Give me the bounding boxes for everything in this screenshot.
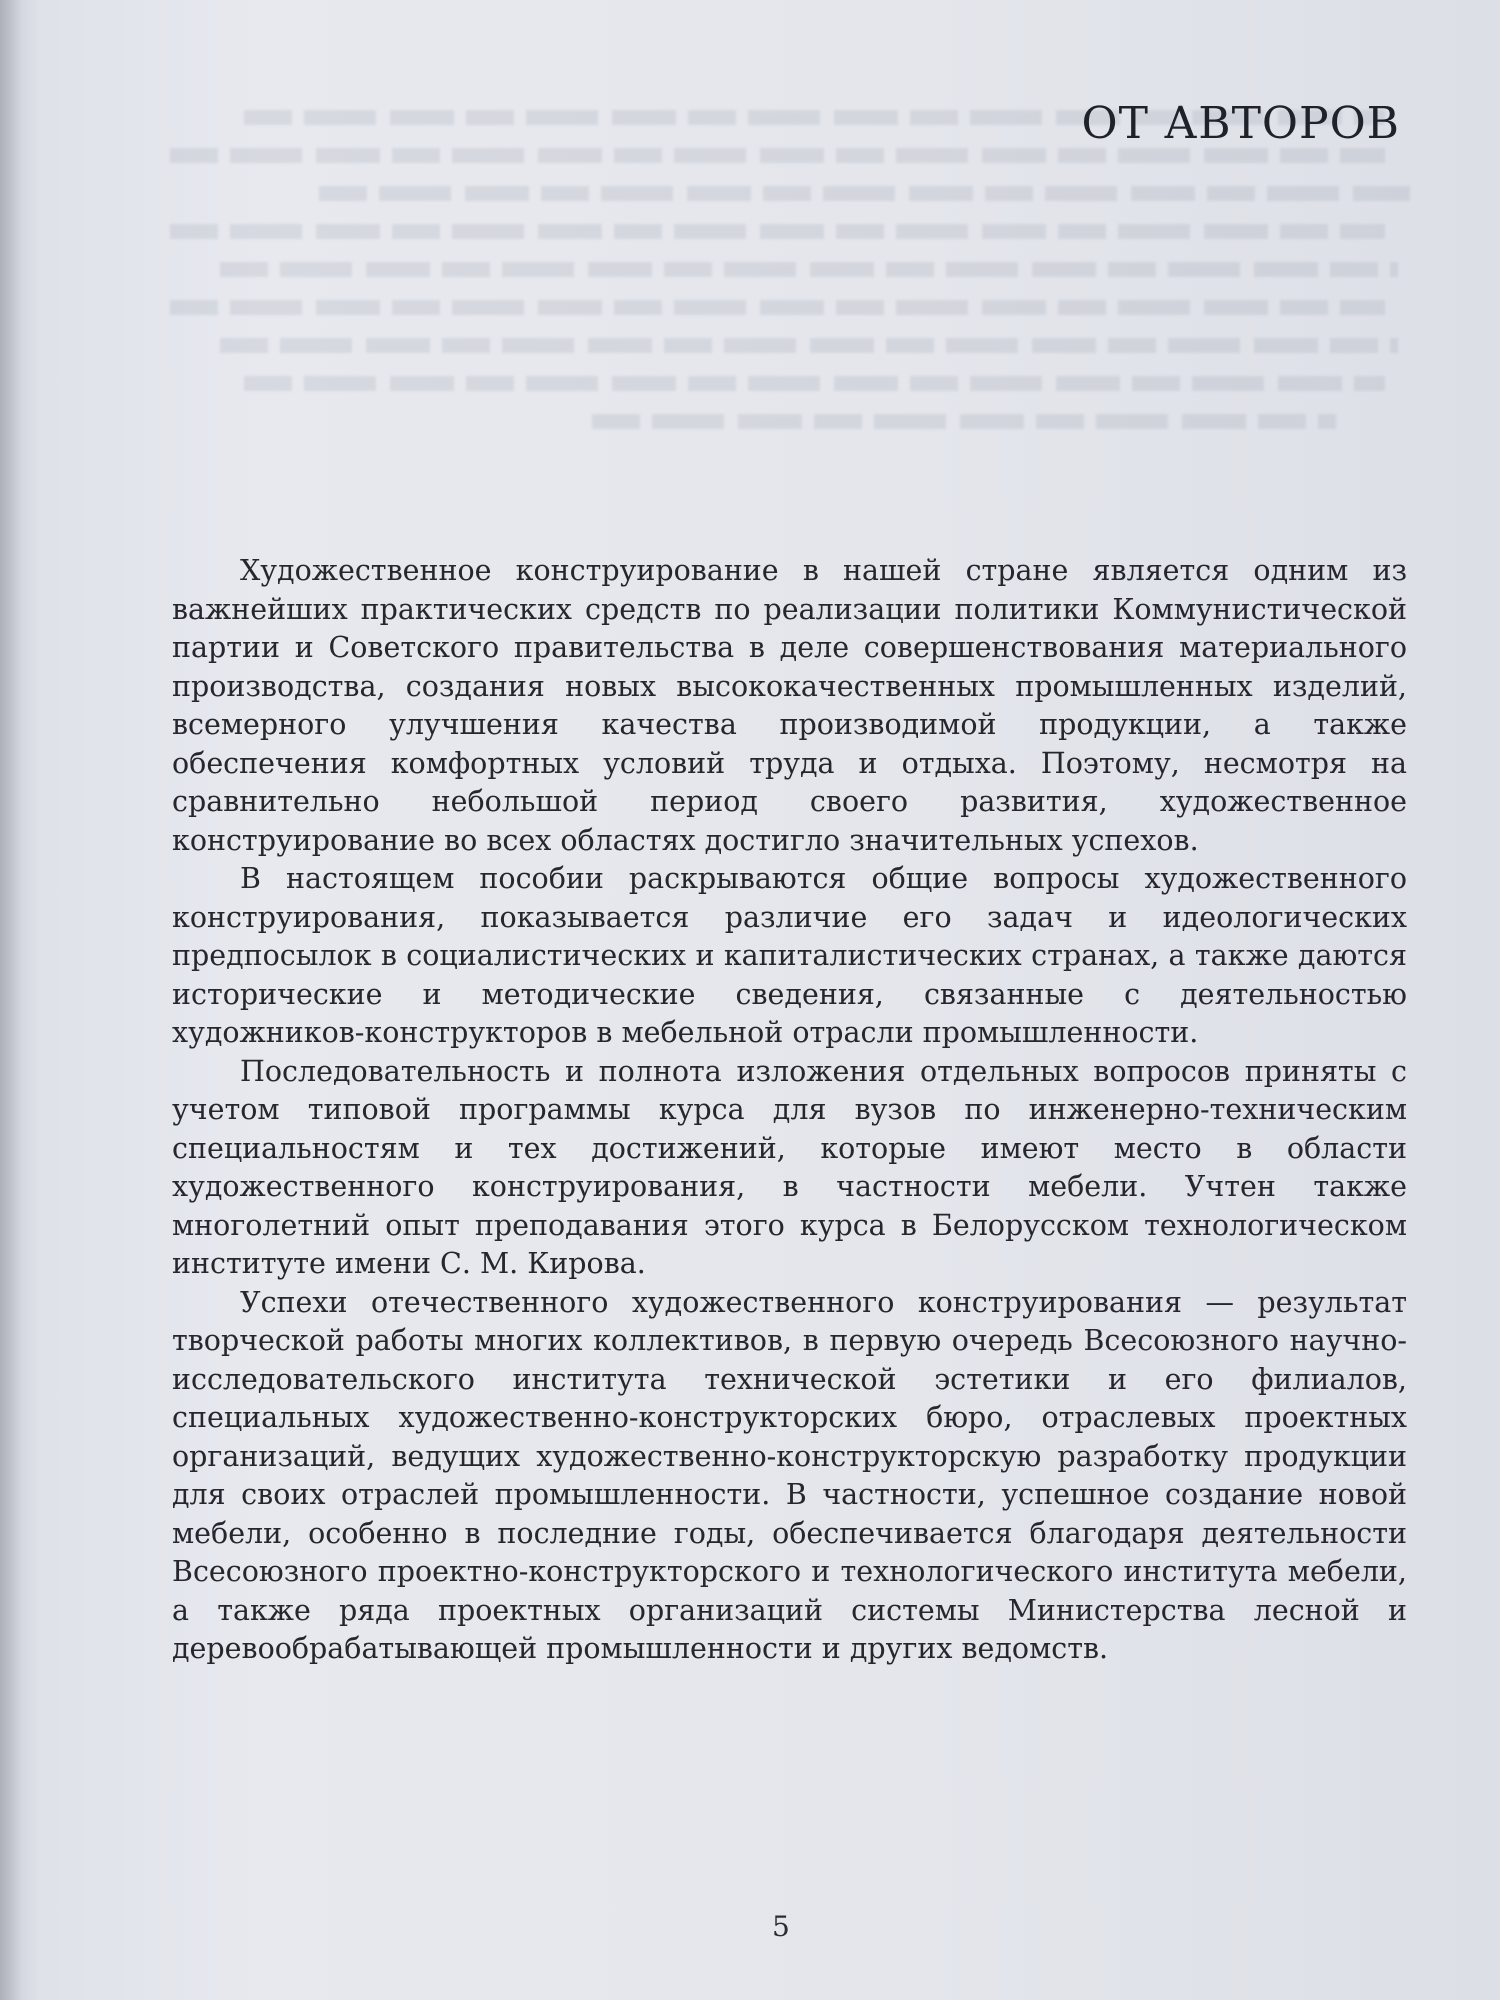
page-number: 5 (772, 1910, 790, 1943)
paragraph: Успехи отечественного художественного конструирования — результат творческой работы многих коллективов, в первую очередь Всесоюзного научно-исследовательского института технической эстетики и его филиалов, специальных художественно-конструкторских бюро, отраслевых проектных организаций, ведущих художественно-конструкторскую разработку продукции для своих отраслей промышленности. В частности, успешное создание новой мебели, особенно в последние годы, обеспечивается благодаря деятельности Всесоюзного проектно-конструкторского и технологического института мебели, а также ряда проектных организаций системы Министерства лесной и деревообрабатывающей промышленности и других ведомств. (172, 1285, 1407, 1665)
paragraph: В настоящем пособии раскрываются общие вопросы художественного конструирования, показывается различие его задач и идеологических предпосылок в социалистических и капиталистических странах, а также даются исторические и методические сведения, связанные с деятельностью художников-конструкторов в мебельной отрасли промышленности. (172, 862, 1407, 1049)
page-heading: ОТ АВТОРОВ (1081, 98, 1400, 149)
paragraph: Художественное конструирование в нашей стране является одним из важнейших практических средств по реализации политики Коммунистической партии и Советского правительства в деле совершенствования материального производства, создания новых высококачественных промышленных изделий, всемерного улучшения качества производимой продукции, а также обеспечения комфортных условий труда и отдыха. Поэтому, несмотря на сравнительно небольшой период своего развития, художественное конструирование во всех областях достигло значительных успехов. (172, 554, 1407, 857)
body-text (172, 552, 1407, 1669)
show-through-text (170, 110, 1410, 510)
paragraph: Последовательность и полнота изложения отдельных вопросов приняты с учетом типовой программы курса для вузов по инженерно-техническим специальностям и тех достижений, которые имеют место в области художественного конструирования, в частности мебели. Учтен также многолетний опыт преподавания этого курса в Белорусском технологическом институте имени С. М. Кирова. (172, 1054, 1407, 1280)
binding-shadow (0, 0, 22, 2000)
